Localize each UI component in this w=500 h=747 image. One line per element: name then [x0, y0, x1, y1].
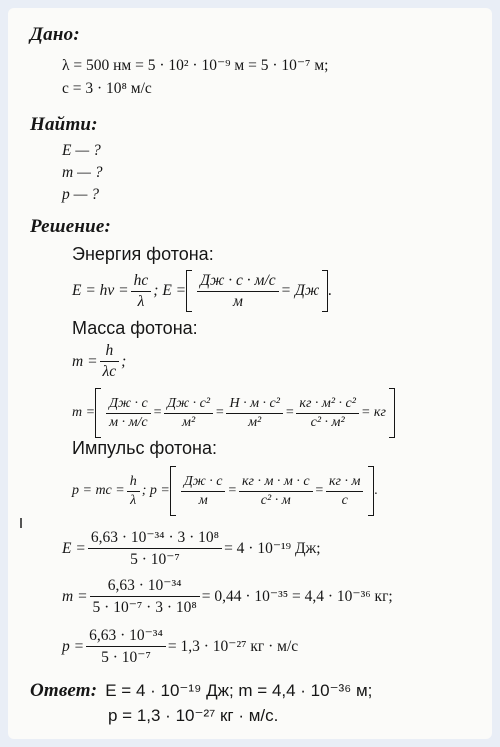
energy-sep: ; E = — [153, 282, 187, 299]
mass-fraction: $\frac{h}{\lambda c}$ — [100, 342, 120, 381]
find-momentum: p — ? — [62, 186, 100, 203]
answer-energy-mass: E = 4 · 10⁻¹⁹ Дж; m = 4,4 · 10⁻³⁶ м; — [105, 681, 373, 700]
energy-unit-result: = Дж — [280, 282, 320, 299]
find-energy: E — ? — [62, 142, 101, 159]
energy-formula: E = hν = $\frac{hc}{\lambda}$ ; E = $\frac{Дж \cdot с \cdot м/с}{м}$ = Дж . — [72, 270, 332, 312]
find-mass: m — ? — [62, 164, 103, 181]
bracket-right — [389, 388, 395, 438]
bracket-left — [95, 388, 101, 438]
given-wavelength: λ = 500 нм = 5 · 10² · 10⁻⁹ м = 5 · 10⁻⁷ м; — [62, 57, 329, 74]
margin-mark — [20, 518, 22, 528]
bracket-left — [170, 466, 176, 516]
mass-unit-check: m = $\frac{Дж \cdot с}{м \cdot м/с}$ = $\frac{\text{Дж · с²}}{\text{м²}}$ = $\frac{\text{Н · м · с²}}{\text{м²}}$ = $\frac{\text{кг · м² · с²}}{\text{с² · м²}}$ = кг — [72, 388, 395, 438]
energy-unit-fraction: $\frac{Дж \cdot с \cdot м/с}{м}$ — [197, 272, 279, 311]
momentum-label: Импульс фотона: — [72, 438, 217, 458]
energy-fraction: $\frac{hc}{\lambda}$ — [131, 272, 152, 311]
calc-energy: E = $\frac{\text{6,63 · 10⁻³⁴ · 3 · 10⁸}}{\text{5 · 10⁻⁷}}$ = 4 · 10⁻¹⁹ Дж; — [62, 529, 321, 568]
momentum-formula: p = mc = $\frac{h}{\lambda}$ ; p = $\frac{Дж \cdot с}{м}$ = $\frac{кг \cdot м \cdot м \cdot с}{\text{с² · м}}$ = $\frac{кг \cdot м}{с}$ . — [72, 466, 378, 516]
find-heading: Найти: — [30, 114, 98, 135]
solution-heading: Решение: — [30, 216, 112, 237]
mass-label: Масса фотона: — [72, 318, 198, 338]
answer-line-2: p = 1,3 · 10⁻²⁷ кг · м/с. — [108, 706, 279, 725]
given-speed-of-light: c = 3 · 10⁸ м/с — [62, 80, 152, 97]
given-heading: Дано: — [30, 24, 80, 45]
energy-lhs: E = hν = — [72, 282, 129, 299]
mass-formula: m = $\frac{h}{\lambda c}$ ; — [72, 342, 127, 380]
answer-line-1 — [30, 680, 372, 702]
energy-label: Энергия фотона: — [72, 244, 214, 264]
calc-momentum: p = $\frac{\text{6,63 · 10⁻³⁴}}{\text{5 · 10⁻⁷}}$ = 1,3 · 10⁻²⁷ кг · м/с — [62, 627, 299, 666]
bracket-left — [186, 270, 192, 312]
answer-heading: Ответ: — [30, 680, 98, 701]
calc-mass: m = $\frac{\text{6,63 · 10⁻³⁴}}{\text{5 · 10⁻⁷ · 3 · 10⁸}}$ = 0,44 · 10⁻³⁵ = 4,4 · 10⁻³⁶ кг; — [62, 577, 393, 616]
